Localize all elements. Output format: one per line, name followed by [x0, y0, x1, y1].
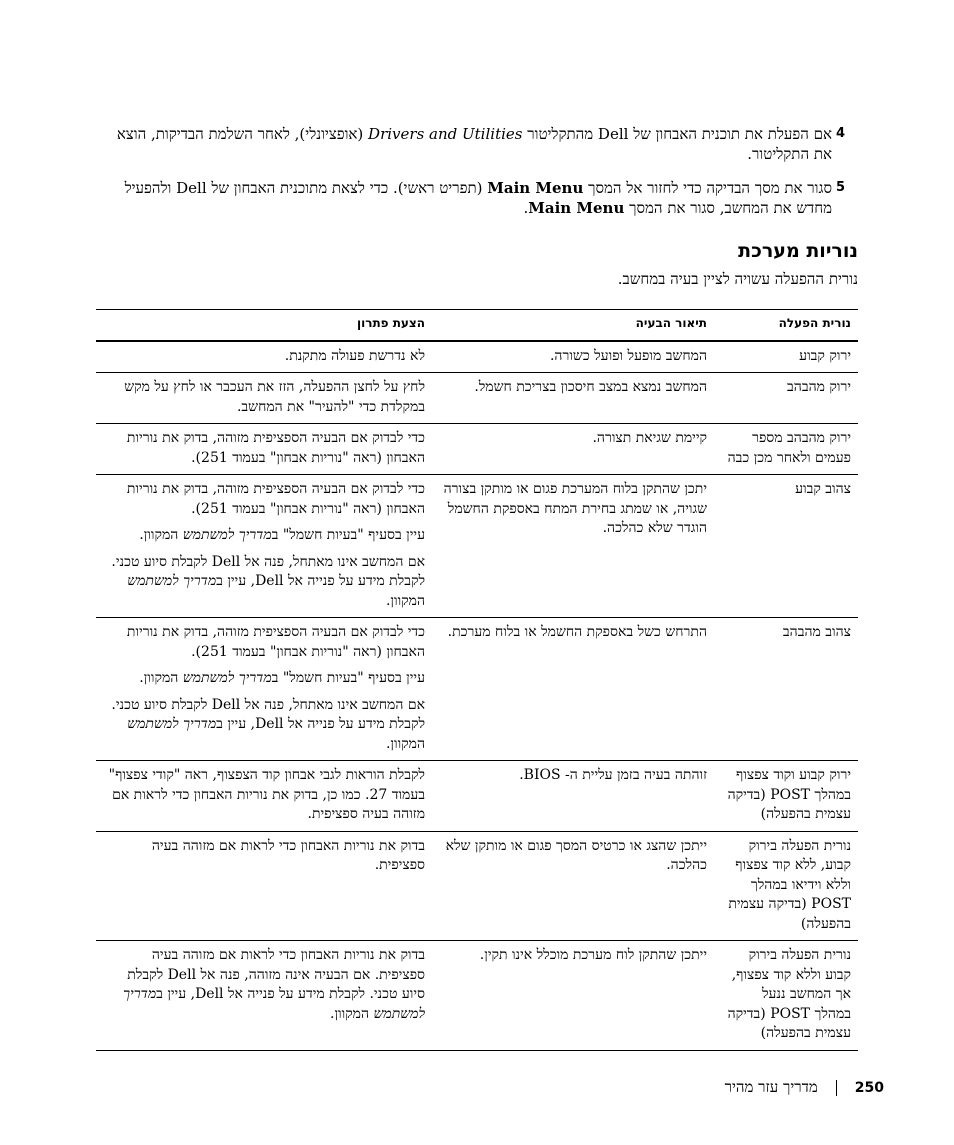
- header-power-light: נורית הפעלה: [778, 316, 851, 330]
- guide-title: מדריך למשתמש: [182, 670, 272, 686]
- power-light-cell: ירוק קבוע: [799, 347, 851, 364]
- power-light-cell: צהוב מהבהב: [782, 624, 851, 640]
- steps-list: [96, 124, 858, 232]
- menu-name: Main Menu: [528, 199, 625, 217]
- step-text-part: סגור את מסך הבדיקה כדי לחזור אל המסך: [583, 179, 832, 197]
- step-text-part: .: [523, 199, 529, 217]
- problem-cell: זוהתה בעיה בזמן עליית ה- BIOS.: [519, 767, 707, 783]
- solution-text-part: המקוון.: [139, 527, 183, 543]
- solution-paragraph: [103, 946, 425, 1024]
- header-solution: הצעת פתרון: [357, 316, 425, 330]
- cd-title: Drivers and Utilities: [368, 125, 523, 143]
- power-light-cell: ירוק מהבהב מספר פעמים ולאחר מכן כבה: [727, 430, 851, 466]
- solution-cell: [96, 424, 432, 474]
- solution-paragraph: כדי לבדוק אם הבעיה הספציפית מזוהה, בדוק את נוריות האבחון (ראה "נוריות אבחון" בעמוד 251).: [126, 430, 425, 466]
- solution-text-part: המקוון.: [385, 735, 425, 752]
- solution-text-part: המקוון.: [330, 1005, 374, 1022]
- table-header-row: [96, 310, 858, 341]
- header-problem: תיאור הבעיה: [635, 316, 707, 330]
- solution-text-part: עיין בסעיף "בעיות חשמל" ב: [271, 670, 425, 686]
- table-row: [96, 423, 858, 474]
- solution-cell: [96, 618, 432, 760]
- power-light-cell: נורית הפעלה בירוק קבוע וללא קוד צפצוף, אך המחשב ננעל במהלך POST (בדיקה עצמית בהפעלה): [727, 947, 851, 1041]
- guide-title: מדריך למשתמש: [127, 573, 217, 589]
- solution-paragraph: [103, 553, 425, 612]
- table-row: [96, 474, 858, 617]
- solution-cell: [96, 373, 432, 423]
- system-lights-table: [96, 309, 858, 1051]
- menu-name: Main Menu: [487, 179, 584, 197]
- solution-cell: [96, 475, 432, 617]
- solution-paragraph: לקבלת הוראות לגבי אבחון קוד הצפצוף, ראה "קודי צפצוף" בעמוד 27. כמו כן, בדוק את נוריות האבחון כדי לראות אם מזוהה בעיה ספציפית.: [108, 767, 425, 822]
- step-5: [96, 178, 858, 218]
- section-intro: נורית ההפעלה עשויה לציין בעיה במחשב.: [617, 270, 858, 288]
- solution-paragraph: [103, 669, 425, 689]
- problem-cell: ייתכן שהתקן לוח מערכת מוכלל אינו תקין.: [479, 947, 707, 963]
- guide-title: מדריך למשתמש: [123, 986, 425, 1022]
- step-number: 4: [836, 126, 846, 141]
- step-text: [96, 124, 832, 164]
- problem-cell: ייתכן שהצג או כרטיס המסך פגום או מותקן שלא כהלכה.: [445, 837, 707, 873]
- table-row: [96, 831, 858, 941]
- guide-title: מדריך למשתמש: [127, 716, 217, 732]
- step-number: 5: [836, 180, 846, 195]
- footer-divider: [836, 1080, 837, 1096]
- solution-text-part: המקוון.: [385, 592, 425, 609]
- power-light-cell: ירוק מהבהב: [787, 379, 851, 395]
- step-text: [96, 178, 832, 218]
- problem-cell: המחשב נמצא במצב חיסכון בצריכת חשמל.: [474, 379, 707, 395]
- table-row: [96, 940, 858, 1050]
- solution-cell: [96, 761, 432, 831]
- guide-title: מדריך למשתמש: [182, 527, 272, 543]
- table-row: [96, 617, 858, 760]
- table-row: [96, 372, 858, 423]
- solution-text-part: עיין בסעיף "בעיות חשמל" ב: [271, 527, 425, 543]
- power-light-cell: ירוק קבוע וקוד צפצוף במהלך POST (בדיקה עצמית בהפעלה): [727, 767, 851, 822]
- solution-cell: [96, 941, 432, 1050]
- solution-paragraph: כדי לבדוק אם הבעיה הספציפית מזוהה, בדוק את נוריות האבחון (ראה "נוריות אבחון" בעמוד 251).: [126, 481, 425, 517]
- problem-cell: המחשב מופעל ופועל כשורה.: [549, 347, 707, 364]
- power-light-cell: נורית הפעלה בירוק קבוע, ללא קוד צפצוף וללא וידיאו במהלך POST (בדיקה עצמית בהפעלה): [728, 837, 851, 932]
- step-text-part: אם הפעלת את תוכנית האבחון של Dell מהתקליטור: [522, 125, 832, 143]
- problem-cell: יתכן שהתקן בלוח המערכת פגום או מותקן בצורה שגויה, או שמתג בחירת המתח באספקת החשמל הוגדר שלא כהלכה.: [443, 481, 707, 536]
- solution-cell: [96, 342, 432, 373]
- footer-title: מדריך עזר מהיר: [724, 1078, 818, 1096]
- solution-paragraph: בדוק את נוריות האבחון כדי לראות אם מזוהה בעיה ספציפית.: [151, 837, 425, 873]
- table-row: [96, 341, 858, 373]
- solution-text-part: אם המחשב אינו מאתחל, פנה אל Dell לקבלת סיוע טכני. לקבלת מידע על פנייה אל Dell, עיין ב: [111, 696, 425, 732]
- page-footer: [725, 1078, 884, 1097]
- solution-text-part: בדוק את נוריות האבחון כדי לראות אם מזוהה בעיה ספציפית. אם הבעיה אינה מזוהה, פנה אל Dell לקבלת סיוע טכני. לקבלת מידע על פנייה אל Dell, עיין ב: [127, 947, 425, 1002]
- table-row: [96, 760, 858, 831]
- solution-paragraph: [103, 526, 425, 546]
- page-number: 250: [854, 1079, 884, 1096]
- solution-text-part: אם המחשב אינו מאתחל, פנה אל Dell לקבלת סיוע טכני. לקבלת מידע על פנייה אל Dell, עיין ב: [111, 553, 425, 589]
- solution-paragraph: לחץ על לחצן ההפעלה, הזז את העכבר או לחץ על מקש במקלדת כדי "להעיר" את המחשב.: [124, 379, 425, 415]
- power-light-cell: צהוב קבוע: [795, 481, 851, 497]
- problem-cell: התרחש כשל באספקת החשמל או בלוח מערכת.: [447, 624, 707, 640]
- solution-paragraph: לא נדרשת פעולה מתקנת.: [284, 347, 425, 364]
- solution-paragraph: [103, 696, 425, 755]
- solution-text-part: המקוון.: [139, 670, 183, 686]
- step-text-part: (תפריט ראשי). כדי לצאת מתוכנית האבחון של Dell ולהפעיל מחדש את המחשב, סגור את המסך: [124, 179, 832, 217]
- section-heading: נוריות מערכת: [738, 240, 858, 262]
- step-4: [96, 124, 858, 164]
- problem-cell: קיימת שגיאת תצורה.: [592, 430, 707, 446]
- solution-cell: [96, 832, 432, 941]
- step-text-part: (אופציונלי), לאחר השלמת הבדיקות, הוצא את התקליטור.: [116, 125, 832, 163]
- solution-paragraph: כדי לבדוק אם הבעיה הספציפית מזוהה, בדוק את נוריות האבחון (ראה "נוריות אבחון" בעמוד 251).: [126, 624, 425, 660]
